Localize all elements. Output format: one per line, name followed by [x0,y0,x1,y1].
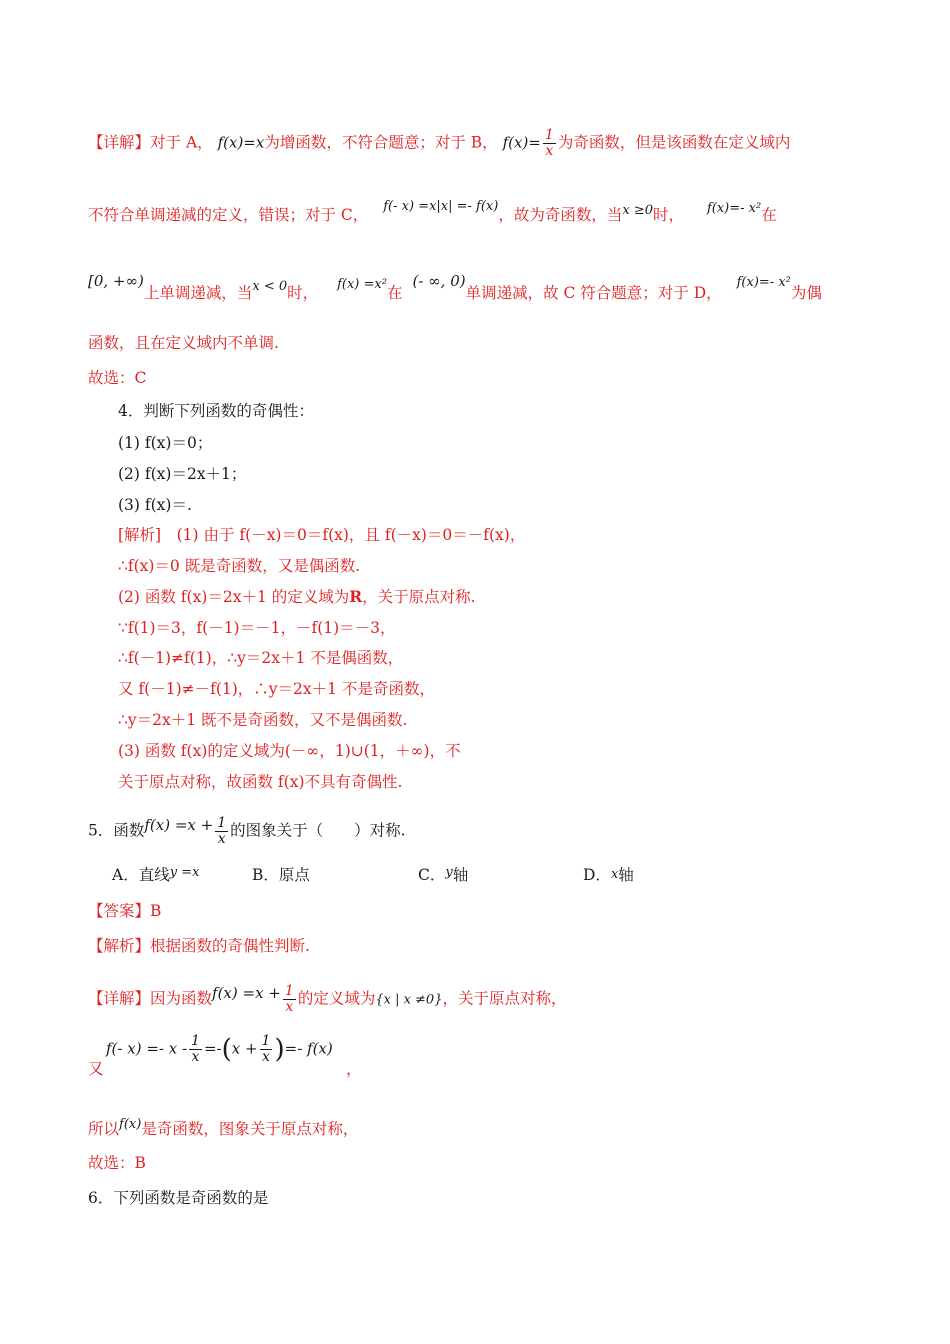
detail-tag: 【详解】 [88,989,151,1008]
fraction-denominator: x [217,831,226,847]
question-text: 5．函数 [88,821,145,840]
math-set: {x | x ≠0} [375,992,443,1008]
question-4-item: (3) f(x)＝. [118,496,192,514]
detail1-line4: 函数，且在定义域内不单调. [88,334,279,352]
right-paren: ) [274,1034,285,1065]
comma: ， [346,1060,362,1078]
option-label: 轴 [452,866,469,884]
conclusion-text: 是奇函数，图象关于原点对称， [141,1120,359,1138]
fraction-denominator: x [191,1049,200,1065]
question-text: 的图象关于（ ）对称. [230,821,406,840]
conclusion-line [88,1118,358,1142]
detail1-text: 不符合单调递减的定义，错误；对于 C， [88,206,369,224]
option-label: C． [418,866,446,884]
fraction-numerator: 1 [217,815,227,831]
detail1-text: 在 [761,206,777,224]
option-label: D． [583,866,611,884]
math-cond: x < 0 [252,279,288,294]
math-text: =- [203,1039,222,1058]
detail1-line3 [88,272,822,306]
fraction [215,816,228,847]
math-fx: f(x) =x² [337,277,387,292]
option-d [583,864,634,888]
fraction-denominator: x [262,1049,270,1065]
fraction-numerator: 1 [284,983,294,999]
fraction [260,1034,273,1065]
analysis-line: 又 f(－1)≠－f(1)，∴y＝2x＋1 不是奇函数， [118,680,435,698]
option-label: 轴 [618,866,634,884]
math-text: f(- x) =- x - [106,1039,188,1058]
detail1-line1 [88,128,790,159]
fraction-denominator: x [545,143,554,159]
detail1-line2 [88,199,777,228]
option-c [418,864,468,888]
analysis-line: ∴f(－1)≠f(1)，∴y＝2x＋1 不是偶函数， [118,649,404,667]
math-text: =- f(x) [284,1039,333,1058]
analysis-line [88,935,310,957]
analysis-line: ∴y＝2x＋1 既不是奇函数，又不是偶函数. [118,711,408,729]
answer-value: B [150,902,162,920]
analysis-line: ∴f(x)＝0 既是奇函数，又是偶函数. [118,557,361,575]
fraction-denominator: x [285,999,294,1015]
question-6-title: 6．下列函数是奇函数的是 [88,1189,269,1207]
analysis-line: (3) 函数 f(x)的定义域为(－∞，1)∪(1，＋∞)，不 [118,742,461,760]
detail1-text: ，故为奇函数，当 [498,206,623,224]
math-fa: f(x)=x [217,133,265,152]
fraction [283,984,296,1015]
option-math: y =x [169,865,200,880]
detail1-text: 为增函数，不符合题意；对于 B， [264,133,498,152]
analysis-text: ，关于原点对称. [362,588,476,606]
fraction-numerator: 1 [191,1033,200,1049]
option-a [112,864,199,888]
math-fx: f(x)=- x² [706,201,762,216]
detail-line [88,984,567,1015]
detail1-text: 为奇函数，但是该函数在定义域内 [557,133,791,152]
analysis-text: (2) 函数 f(x)＝2x＋1 的定义域为 [118,588,350,606]
question-4-item: (1) f(x)＝0； [118,434,213,452]
answer-line [88,900,161,922]
detail1-text: 单调递减，故 C 符合题意；对于 D， [465,284,722,302]
math-fx: f(x) =x + [212,983,281,1002]
option-b: B．原点 [252,866,310,884]
detail1-text: 在 [386,284,403,302]
detail1-text: 上单调递减，当 [143,284,253,302]
fraction [543,128,556,159]
detail1-text: 时， [653,206,685,224]
option-label: A．直线 [112,866,170,884]
math-fx: f(x) =x + [144,815,214,834]
option-math: y [445,865,453,880]
math-interval: [0, +∞) [88,272,144,290]
analysis-tag: 【解析】 [88,937,151,955]
fraction-numerator: 1 [544,127,554,143]
fraction [189,1034,202,1065]
math-fb-left: f(x)= [502,133,541,152]
you-label: 又 [88,1060,104,1078]
choice-line: 故选：B [88,1154,146,1172]
question-4-title: 4．判断下列函数的奇偶性： [118,402,314,420]
conclusion-text: 所以 [88,1120,120,1138]
detail-text: ，关于原点对称， [442,989,567,1008]
answer-tag: 【答案】 [88,902,151,920]
analysis-line: ∵f(1)＝3，f(－1)＝－1，－f(1)＝－3， [118,619,396,637]
detail-tag: 【详解】 [88,133,151,152]
analysis-text: R [349,587,363,606]
math-fx: f(x) [119,1117,142,1132]
analysis-line [118,586,476,608]
detail-text: 的定义域为 [297,989,376,1008]
detail1-text: 为偶 [790,284,822,302]
question-5-title [88,816,406,847]
option-math: x [610,867,619,882]
fraction-numerator: 1 [261,1033,271,1049]
left-paren: ( [221,1034,232,1065]
equation-line [106,1034,333,1065]
analysis-line: 关于原点对称，故函数 f(x)不具有奇偶性. [118,773,403,791]
detail1-text: 对于 A， [150,133,213,152]
question-4-item: (2) f(x)＝2x＋1； [118,465,247,483]
analysis-text: 根据函数的奇偶性判断. [150,937,310,955]
math-cond: x ≥0 [622,203,653,218]
detail1-text: 时， [287,284,319,302]
math-text: x + [231,1039,258,1058]
math-fx: f(x)=- x² [736,275,791,290]
math-eq: f(- x) =x|x| =- f(x) [383,199,499,214]
choice-line: 故选：C [88,369,147,387]
analysis-line: [解析] (1) 由于 f(－x)＝0＝f(x)，且 f(－x)＝0＝－f(x)， [118,526,526,544]
math-interval: (- ∞, 0) [412,272,466,290]
detail-text: 因为函数 [150,989,213,1008]
